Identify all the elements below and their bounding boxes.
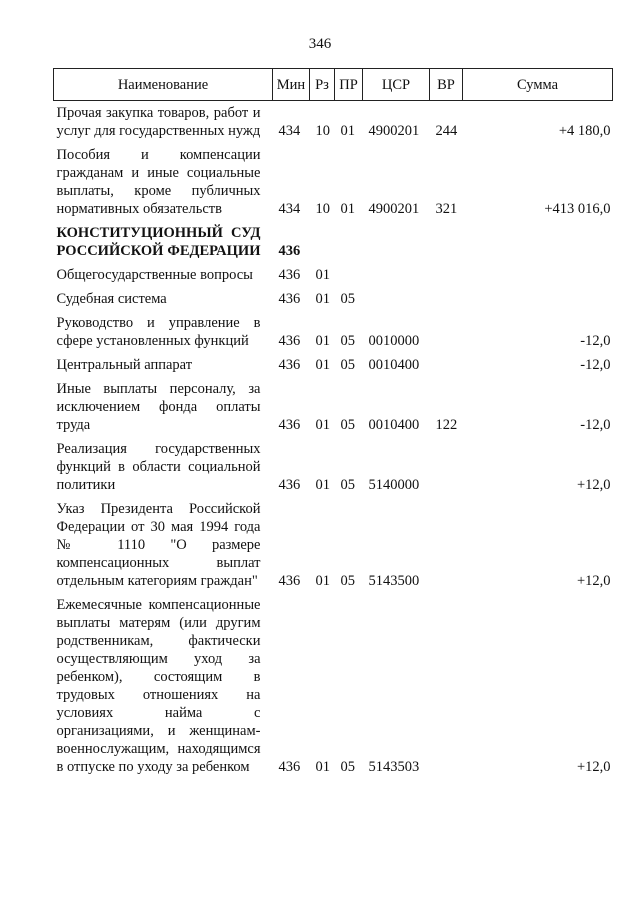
cell-sum: -12,0 [580, 417, 611, 433]
cell-csr: 0010000 [368, 333, 420, 349]
cell-min: 436 [278, 573, 301, 589]
cell-min: 436 [278, 267, 301, 283]
cell-csr [363, 287, 430, 311]
cell-pr: 05 [340, 357, 355, 373]
table-row [54, 593, 613, 779]
cell-name: Ежемесячные компенсационные выплаты матерям (или другим родственникам, фактически осуществляющим уход за ребенком), состоящим в трудовых отношениях на условиях найма с организациями, и женщинам-военнослужащим, находящимся в отпуске по уходу за ребенком [56, 597, 261, 775]
cell-pr: 05 [340, 291, 355, 307]
cell-sum: -12,0 [580, 333, 611, 349]
cell-rz: 01 [315, 357, 330, 373]
cell-rz: 01 [315, 759, 330, 775]
cell-pr [335, 263, 363, 287]
cell-name: Прочая закупка товаров, работ и услуг для государственных нужд [56, 105, 261, 139]
cell-pr: 05 [340, 333, 355, 349]
cell-csr: 5140000 [368, 477, 420, 493]
header-sum: Сумма [463, 69, 613, 101]
cell-pr: 05 [340, 477, 355, 493]
cell-rz: 01 [315, 267, 330, 283]
header-name: Наименование [54, 69, 273, 101]
cell-min: 436 [278, 477, 301, 493]
cell-pr: 01 [340, 201, 355, 217]
cell-vr [430, 593, 463, 779]
header-csr: ЦСР [363, 69, 430, 101]
cell-vr [430, 311, 463, 353]
cell-sum: +12,0 [576, 477, 611, 493]
cell-vr: 244 [435, 123, 458, 139]
cell-name: Руководство и управление в сфере установленных функций [56, 315, 261, 349]
header-rz: Рз [310, 69, 335, 101]
table-header-row [54, 69, 613, 101]
cell-name: КОНСТИТУЦИОННЫЙ СУД РОССИЙСКОЙ ФЕДЕРАЦИИ [56, 225, 261, 259]
cell-min: 436 [278, 759, 301, 775]
cell-csr: 4900201 [368, 201, 420, 217]
page-number: 346 [308, 36, 332, 52]
cell-name: Реализация государственных функций в области социальной политики [56, 441, 261, 493]
table-row [54, 263, 613, 287]
table-row [54, 437, 613, 497]
cell-csr: 5143503 [368, 759, 420, 775]
table-row [54, 287, 613, 311]
cell-sum: -12,0 [580, 357, 611, 373]
cell-csr [363, 221, 430, 263]
cell-sum [463, 221, 613, 263]
cell-rz: 01 [315, 477, 330, 493]
cell-min: 436 [278, 243, 301, 259]
cell-rz: 01 [315, 417, 330, 433]
cell-name: Пособия и компенсации гражданам и иные социальные выплаты, кроме публичных нормативных обязательств [56, 147, 261, 217]
cell-rz: 01 [315, 573, 330, 589]
cell-name: Центральный аппарат [56, 357, 193, 373]
cell-vr [430, 497, 463, 593]
cell-min: 436 [278, 357, 301, 373]
header-pr: ПР [335, 69, 363, 101]
cell-vr [430, 221, 463, 263]
cell-vr [430, 263, 463, 287]
cell-sum: +12,0 [576, 759, 611, 775]
table-row [54, 101, 613, 144]
table-row [54, 311, 613, 353]
cell-min: 434 [278, 201, 301, 217]
cell-sum: +12,0 [576, 573, 611, 589]
cell-csr: 0010400 [368, 417, 420, 433]
table-row [54, 377, 613, 437]
table-row [54, 221, 613, 263]
cell-min: 434 [278, 123, 301, 139]
cell-rz: 01 [315, 333, 330, 349]
cell-csr: 5143500 [368, 573, 420, 589]
cell-rz: 10 [315, 123, 330, 139]
cell-pr: 05 [340, 417, 355, 433]
cell-min: 436 [278, 291, 301, 307]
cell-rz: 01 [315, 291, 330, 307]
cell-sum: +4 180,0 [558, 123, 611, 139]
cell-pr [335, 221, 363, 263]
cell-vr: 122 [435, 417, 458, 433]
cell-min: 436 [278, 417, 301, 433]
budget-table [53, 68, 613, 779]
cell-csr: 0010400 [368, 357, 420, 373]
cell-sum: +413 016,0 [544, 201, 611, 217]
cell-name: Общегосударственные вопросы [56, 267, 253, 283]
cell-vr [430, 353, 463, 377]
cell-sum [463, 263, 613, 287]
cell-csr: 4900201 [368, 123, 420, 139]
cell-rz: 10 [315, 201, 330, 217]
cell-name: Иные выплаты персоналу, за исключением фонда оплаты труда [56, 381, 261, 433]
header-min: Мин [273, 69, 310, 101]
table-row [54, 143, 613, 221]
cell-pr: 01 [340, 123, 355, 139]
cell-vr [430, 437, 463, 497]
cell-rz [310, 221, 335, 263]
cell-min: 436 [278, 333, 301, 349]
table-row [54, 353, 613, 377]
cell-name: Судебная система [56, 291, 167, 307]
cell-pr: 05 [340, 759, 355, 775]
header-vr: ВР [430, 69, 463, 101]
cell-vr: 321 [435, 201, 458, 217]
cell-vr [430, 287, 463, 311]
cell-sum [463, 287, 613, 311]
table-row [54, 497, 613, 593]
cell-pr: 05 [340, 573, 355, 589]
cell-csr [363, 263, 430, 287]
cell-name: Указ Президента Российской Федерации от 30 мая 1994 года № 1110 "О размере компенсационных выплат отдельным категориям граждан" [56, 501, 261, 589]
